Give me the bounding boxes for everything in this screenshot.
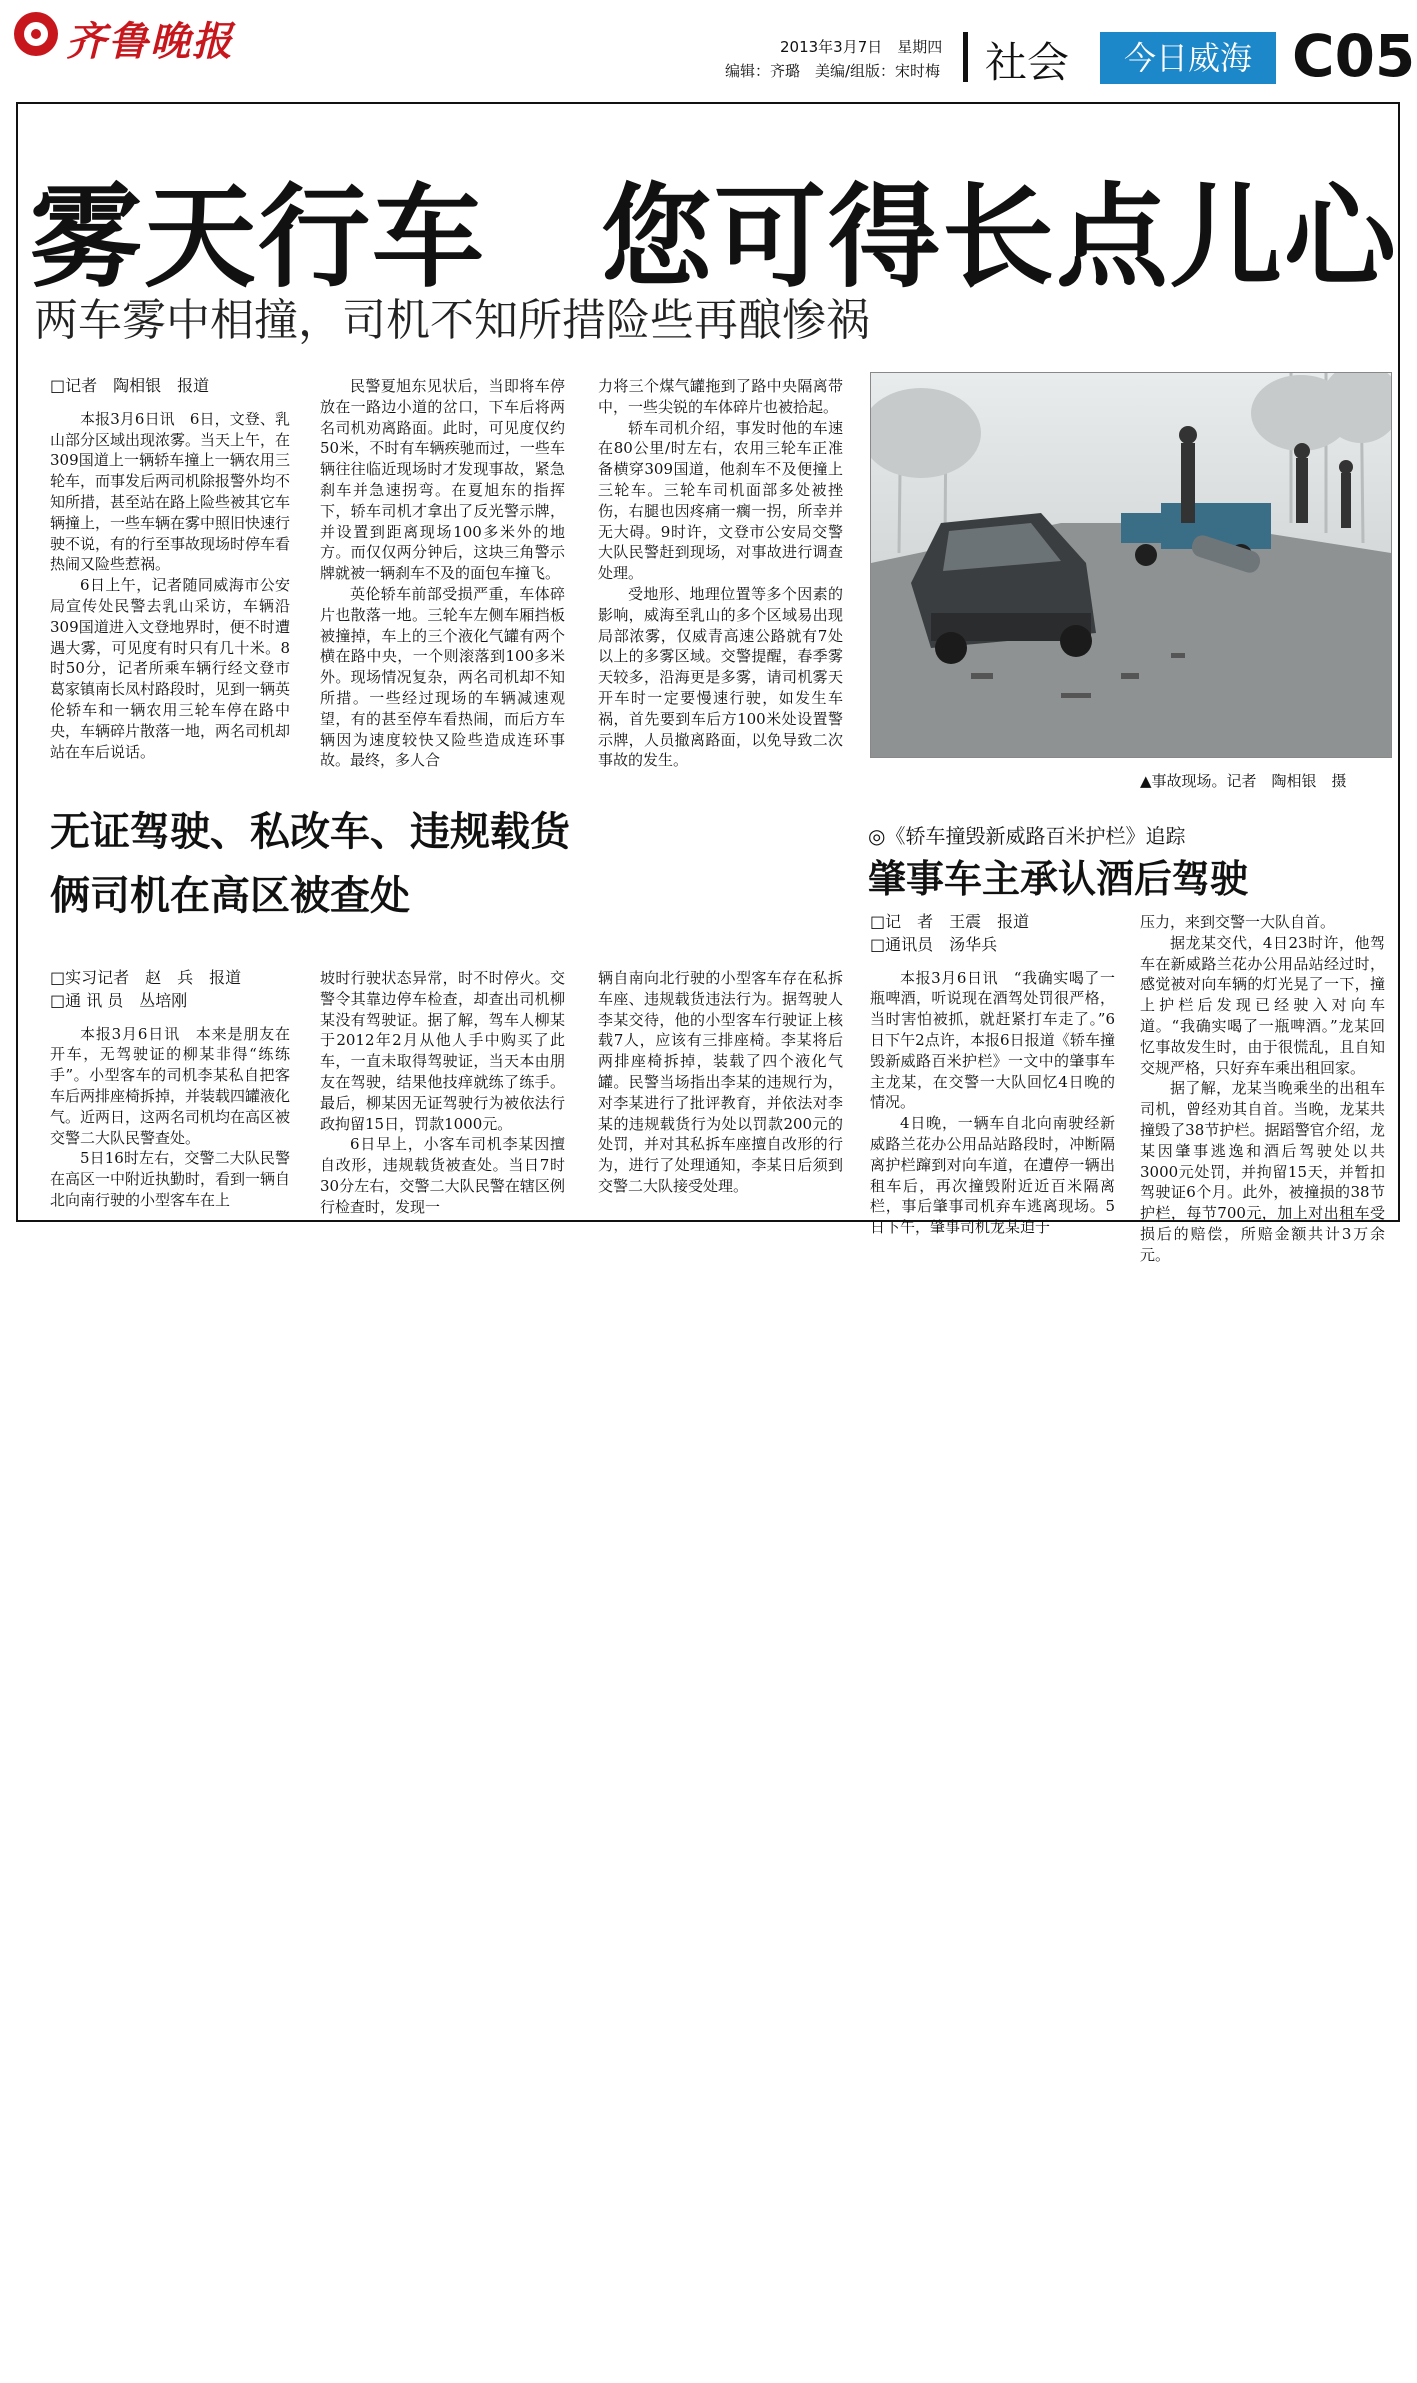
story3-kicker: ◎《轿车撞毁新威路百米护栏》追踪	[868, 824, 1186, 848]
lead-subheadline: 两车雾中相撞，司机不知所措险些再酿惨祸	[34, 295, 870, 346]
lead-column-2	[320, 376, 565, 771]
masthead-divider	[963, 32, 968, 82]
story3-byline-correspondent: □通讯员 汤华兵	[870, 934, 998, 954]
logo-emblem-icon	[14, 12, 58, 56]
paragraph: 6日上午，记者随同威海市公安局宣传处民警去乳山采访，车辆沿309国道进入文登地界时，便不时遭遇大雾，可见度有时只有几十米。8时50分，记者所乘车辆行经文登市葛家镇南长凤村路段时，见到一辆英伦轿车和一辆农用三轮车停在路中央，车辆碎片散落一地，两名司机却站在车后说话。	[50, 576, 291, 761]
story3-column-2	[1140, 912, 1385, 1266]
story2-column-1	[50, 968, 290, 1211]
lead-byline: □记者 陶相银 报道	[50, 376, 210, 395]
paragraph: 4日晚，一辆车自北向南驶经新威路兰花办公用品站路段时，冲断隔离护栏蹿到对向车道，在遭停一辆出租车后，再次撞毁附近近百米隔离栏，事后肇事司机弃车逃离现场。5日下午，肇事司机龙某迫于	[870, 1114, 1115, 1237]
story3-byline: □记 者 王震 报道	[870, 912, 1030, 931]
paragraph: 据龙某交代，4日23时许，他驾车在新威路兰花办公用品站经过时，感觉被对向车辆的灯光晃了一下，撞上护栏后发现已经驶入对向车道。“我确实喝了一瓶啤酒。”龙某回忆事故发生时，由于很慌乱，且自知交规严格，只好弃车乘出租回家。	[1140, 933, 1385, 1077]
paragraph: 本报3月6日讯 6日，文登、乳山部分区域出现浓雾。当天上午，在309国道上一辆轿车撞上一辆农用三轮车，而事发后两司机除报警外均不知所措，甚至站在路上险些被其它车辆撞上，一些车辆在雾中照旧快速行驶不说，有的行至事故现场时停车看热闹又险些惹祸。	[50, 409, 291, 574]
paragraph: 压力，来到交警一大队自首。	[1140, 913, 1336, 931]
newspaper-logo	[14, 4, 234, 66]
section-tag: 今日威海	[1100, 32, 1276, 84]
story2-headline-line1: 无证驾驶、私改车、违规载货	[50, 809, 570, 855]
lead-column-3	[598, 376, 843, 771]
paragraph: 民警夏旭东见状后，当即将车停放在一路边小道的岔口，下车后将两名司机劝离路面。此时，可见度仅约50米，不时有车辆疾驰而过，一些车辆往往临近现场时才发现事故，紧急刹车并急速拐弯。在夏旭东的指挥下，轿车司机才拿出了反光警示牌，并设置到距离现场100多米外的地方。而仅仅两分钟后，这块三角警示牌就被一辆刹车不及的面包车撞飞。	[320, 377, 565, 583]
paragraph: 据了解，龙某当晚乘坐的出租车司机，曾经劝其自首。当晚，龙某共撞毁了38节护栏。据蹈警官介绍，龙某因肇事逃逸和酒后驾驶处以共3000元处罚，并拘留15天，并暂扣驾驶证6个月。此外，被撞损的38节护栏，每节700元，加上对出租车受损后的赔偿，所赔金额共计3万余元。	[1140, 1079, 1385, 1264]
story2-byline-correspondent: □通 讯 员 丛培刚	[50, 990, 188, 1010]
section-name: 社会	[985, 38, 1070, 87]
paragraph: 受地形、地理位置等多个因素的影响，威海至乳山的多个区域易出现局部浓雾，仅威青高速公路就有7处以上的多雾区域。交警提醒，春季雾天较多，沿海更是多雾，请司机雾天开车时一定要慢速行驶，如发生车祸，首先要到车后方100米处设置警示牌，人员撤离路面，以免导致二次事故的发生。	[598, 584, 843, 770]
paragraph: 英伦轿车前部受损严重，车体碎片也散落一地。三轮车左侧车厢挡板被撞掉，车上的三个液化气罐有两个横在路中央，一个则滚落到100多米外。现场情况复杂，两名司机却不知所措。一些经过现场的车辆减速观望，有的甚至停车看热闹，而后方车辆因为速度较快又险些造成连环事故。最终，多人合	[320, 584, 565, 770]
story2-column-3	[598, 968, 843, 1197]
paragraph: 5日16时左右，交警二大队民警在高区一中附近执勤时，看到一辆自北向南行驶的小型客车在上	[50, 1149, 291, 1209]
paragraph: 辆自南向北行驶的小型客车存在私拆车座、违规载货违法行为。据驾驶人李某交待，他的小型客车行驶证上核载7人，应该有三排座椅。李某将后两排座椅拆掉，装载了四个液化气罐。民警当场指出李某的违规行为，对李某进行了批评教育，并依法对李某的违规载货行为处以罚款200元的处罚，并对其私拆车座擅自改形的行为，进行了处理通知，李某日后须到交警二大队接受处理。	[598, 969, 843, 1195]
page-editors: 编辑：齐璐 美编/组版：宋时梅	[725, 62, 941, 80]
story3-headline: 肇事车主承认酒后驾驶	[868, 857, 1249, 901]
paragraph: 轿车司机介绍，事发时他的车速在80公里/时左右，农用三轮车正准备横穿309国道，他刹车不及便撞上三轮车。三轮车司机面部多处被挫伤，右腿也因疼痛一瘸一拐，所幸并无大碍。9时许，文登市公安局交警大队民警赶到现场，对事故进行调查处理。	[598, 418, 843, 583]
paragraph: 坡时行驶状态异常，时不时停火。交警令其靠边停车检查，却查出司机柳某没有驾驶证。据了解，驾车人柳某于2012年2月从他人手中购买了此车，一直未取得驾驶证，当天本由朋友在驾驶，结果他技痒就练了练手。最后，柳某因无证驾驶行为被依法行政拘留15日，罚款1000元。	[320, 969, 565, 1133]
logo-text: 齐鲁晚报	[66, 18, 234, 65]
story2-column-2	[320, 968, 565, 1218]
story2-headline-line2: 俩司机在高区被查处	[50, 873, 410, 919]
lead-column-1	[50, 376, 290, 762]
lead-headline: 雾天行车 您可得长点儿心	[30, 173, 1398, 303]
paragraph: 6日早上，小客车司机李某因擅自改形，违规载货被查处。当日7时30分左右，交警二大队民警在辖区例行检查时，发现一	[320, 1135, 565, 1216]
paragraph: 力将三个煤气罐拖到了路中央隔离带中，一些尖锐的车体碎片也被拾起。	[598, 377, 843, 416]
story3-column-1	[870, 912, 1115, 1238]
issue-date: 2013年3月7日 星期四	[780, 38, 943, 56]
accident-scene-image	[871, 373, 1391, 757]
accident-photo	[870, 372, 1392, 758]
photo-caption: ▲事故现场。记者 陶相银 摄	[1140, 772, 1347, 790]
paragraph: 本报3月6日讯 “我确实喝了一瓶啤酒，听说现在酒驾处罚很严格，当时害怕被抓，就赶紧打车走了。”6日下午2点许，本报6日报道《轿车撞毁新威路百米护栏》一文中的肇事车主龙某，在交警一大队回忆4日晚的情况。	[870, 968, 1115, 1112]
story2-byline: □实习记者 赵 兵 报道	[50, 968, 242, 987]
paragraph: 本报3月6日讯 本来是朋友在开车，无驾驶证的柳某非得“练练手”。小型客车的司机李某私自把客车后两排座椅拆掉，并装载四罐液化气。近两日，这两名司机均在高区被交警二大队民警查处。	[50, 1024, 291, 1147]
page-number: C05	[1292, 22, 1416, 90]
